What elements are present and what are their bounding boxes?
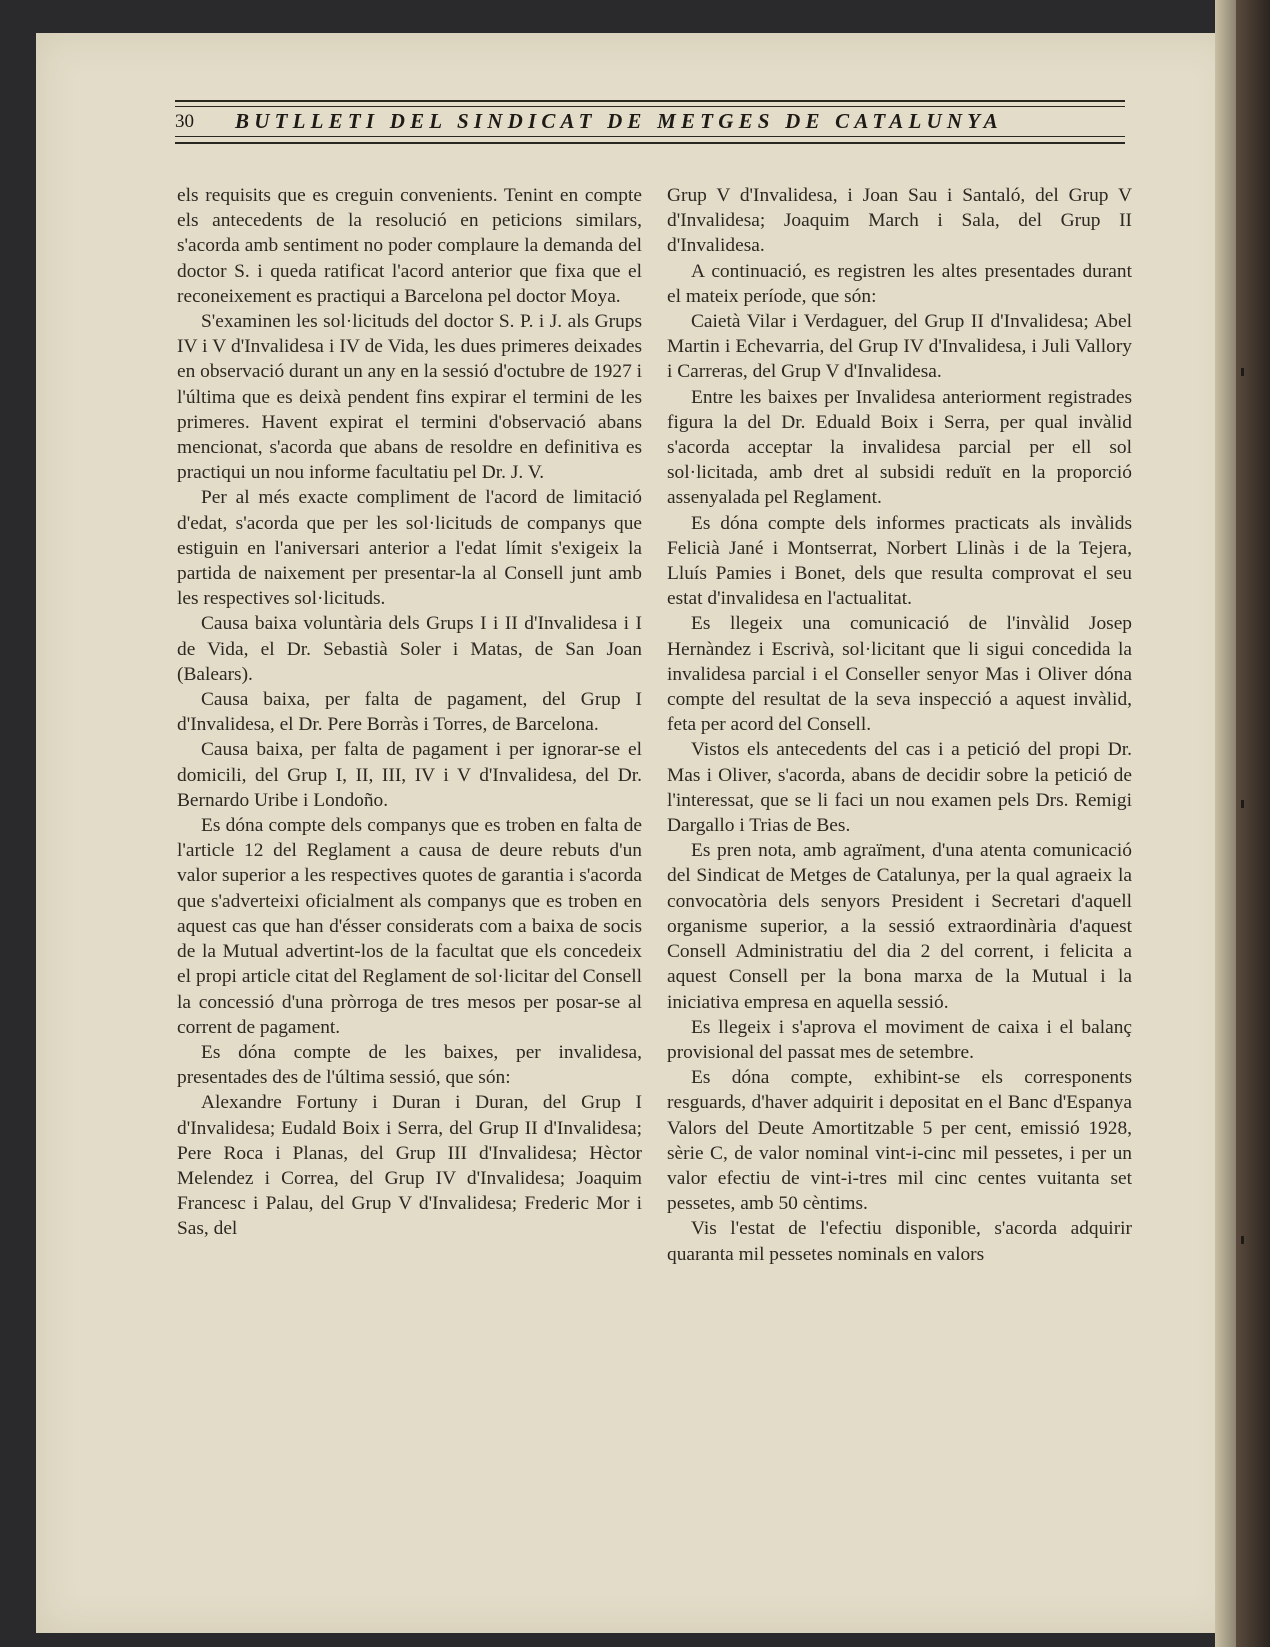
left-column: [177, 183, 642, 1242]
header-rule-bottom: [175, 142, 1125, 144]
paragraph: Es dóna compte, exhibint-se els corresponents resguards, d'haver adquirit i depositat en el Banc d'Espanya Valors del Deute Amortitzable 5 per cent, emissió 1928, sèrie C, de valor nominal vint-i-cinc mil pessetes, i per un valor efectiu de vint-i-tres mil cinc centes vuitanta set pessetes, amb 50 cèntims.: [667, 1067, 1132, 1215]
page-header: [175, 96, 1125, 156]
running-title: BUTLLETI DEL SINDICAT DE METGES DE CATALUNYA: [235, 109, 1003, 133]
header-rule-top: [175, 100, 1125, 102]
paragraph: Alexandre Fortuny i Duran i Duran, del Grup I d'Invalidesa; Eudald Boix i Serra, del Grup II d'Invalidesa; Pere Roca i Planas, del Grup III d'Invalidesa; Hèctor Melendez i Correa, del Grup IV d'Invalidesa; Joaquim Francesc i Palau, del Grup V d'Invalidesa; Frederic Mor i Sas, del: [177, 1092, 642, 1240]
paragraph: Es dóna compte dels informes practicats als invàlids Felicià Jané i Montserrat, Norbert Llinàs i de la Tejera, Lluís Pamies i Bonet, dels que resulta comprovat el seu estat d'invalidesa en l'actualitat.: [667, 512, 1132, 610]
paragraph: Causa baixa, per falta de pagament, del Grup I d'Invalidesa, el Dr. Pere Borràs i Torres, de Barcelona.: [177, 689, 642, 736]
paragraph: A continuació, es registren les altes presentades durant el mateix període, que són:: [667, 260, 1132, 307]
paragraph: Entre les baixes per Invalidesa anteriorment registrades figura la del Dr. Eduald Boix i Serra, per qual invàlid s'acorda acceptar la invalidesa parcial per ell sol sol·licitada, amb dret al subsidi reduït en la proporció assenyalada pel Reglament.: [667, 386, 1132, 509]
paragraph: Vis l'estat de l'efectiu disponible, s'acorda adquirir quaranta mil pessetes nominals en valors: [667, 1218, 1132, 1265]
paragraph: Per al més exacte compliment de l'acord de limitació d'edat, s'acorda que per les sol·licituds de companys que estiguin en l'aniversari anterior a l'edat límit s'exigeix la partida de naixement per presentar-la al Consell junt amb les respectives sol·licituds.: [177, 487, 642, 610]
book-spine: [1236, 0, 1270, 1647]
paragraph: Es pren nota, amb agraïment, d'una atenta comunicació del Sindicat de Metges de Catalunya, per la qual agraeix la convocatòria dels senyors President i Secretari d'aquell organisme superior, a la sessió extraordinària d'aquest Consell Administratiu del dia 2 del corrent, i felicita a aquest Consell per la bona marxa de la Mutual i la iniciativa empresa en aquella sessió.: [667, 840, 1132, 1013]
margin-mark: [1241, 800, 1244, 808]
paragraph: Es llegeix i s'aprova el moviment de caixa i el balanç provisional del passat mes de setembre.: [667, 1016, 1132, 1063]
paragraph: els requisits que es creguin convenients. Tenint en compte els antecedents de la resolució en peticions similars, s'acorda amb sentiment no poder complaure la demanda del doctor S. i queda ratificat l'acord anterior que fixa que el reconeixement es practiqui a Barcelona pel doctor Moya.: [177, 185, 642, 307]
margin-mark: [1241, 368, 1244, 376]
paragraph: Caietà Vilar i Verdaguer, del Grup II d'Invalidesa; Abel Martin i Echevarria, del Grup IV d'Invalidesa, i Juli Vallory i Carreras, del Grup V d'Invalidesa.: [667, 311, 1132, 383]
paragraph: Causa baixa, per falta de pagament i per ignorar-se el domicili, del Grup I, II, III, IV i V d'Invalidesa, del Dr. Bernardo Uribe i Londoño.: [177, 739, 642, 811]
paragraph: Es llegeix una comunicació de l'invàlid Josep Hernàndez i Escrivà, sol·licitant que li sigui concedida la invalidesa parcial i el Conseller senyor Mas i Oliver dóna compte del resultat de la seva inspecció a aquest invàlid, feta per acord del Consell.: [667, 613, 1132, 736]
paragraph: S'examinen les sol·licituds del doctor S. P. i J. als Grups IV i V d'Invalidesa i IV de Vida, les dues primeres deixades en observació durant un any en la sessió d'octubre de 1927 i l'última que es deixà pendent fins expirar el termini de les primeres. Havent expirat el termini d'observació abans mencionat, s'acorda que abans de resoldre en definitiva es practiqui un nou informe facultatiu pel Dr. J. V.: [177, 311, 642, 484]
right-column: [667, 183, 1132, 1267]
page-number: 30: [175, 111, 194, 132]
header-rule-top-thin: [175, 106, 1125, 107]
header-rule-bottom-thin: [175, 136, 1125, 137]
paragraph: Vistos els antecedents del cas i a petició del propi Dr. Mas i Oliver, s'acorda, abans de decidir sobre la petició de l'interessat, que se li faci un nou examen pels Drs. Remigi Dargallo i Trias de Bes.: [667, 739, 1132, 837]
paragraph: Causa baixa voluntària dels Grups I i II d'Invalidesa i I de Vida, el Dr. Sebastià Soler i Matas, de San Joan (Balears).: [177, 613, 642, 685]
margin-mark: [1241, 1236, 1244, 1244]
paragraph: Es dóna compte de les baixes, per invalidesa, presentades des de l'última sessió, que són:: [177, 1041, 642, 1089]
paragraph: Grup V d'Invalidesa, i Joan Sau i Santaló, del Grup V d'Invalidesa; Joaquim March i Sala, del Grup II d'Invalidesa.: [667, 185, 1132, 257]
paragraph: Es dóna compte dels companys que es troben en falta de l'article 12 del Reglament a causa de deure rebuts d'un valor superior a les respectives quotes de garantia i s'acorda que s'adverteixi oficialment als companys que es troben en aquest cas que han d'ésser considerats com a baixa de socis de la Mutual advertint-los de la facultat que els concedeix el propi article citat del Reglament de sol·licitar del Consell la concessió d'una pròrroga de tres mesos per posar-se al corrent de pagament.: [177, 815, 642, 1038]
